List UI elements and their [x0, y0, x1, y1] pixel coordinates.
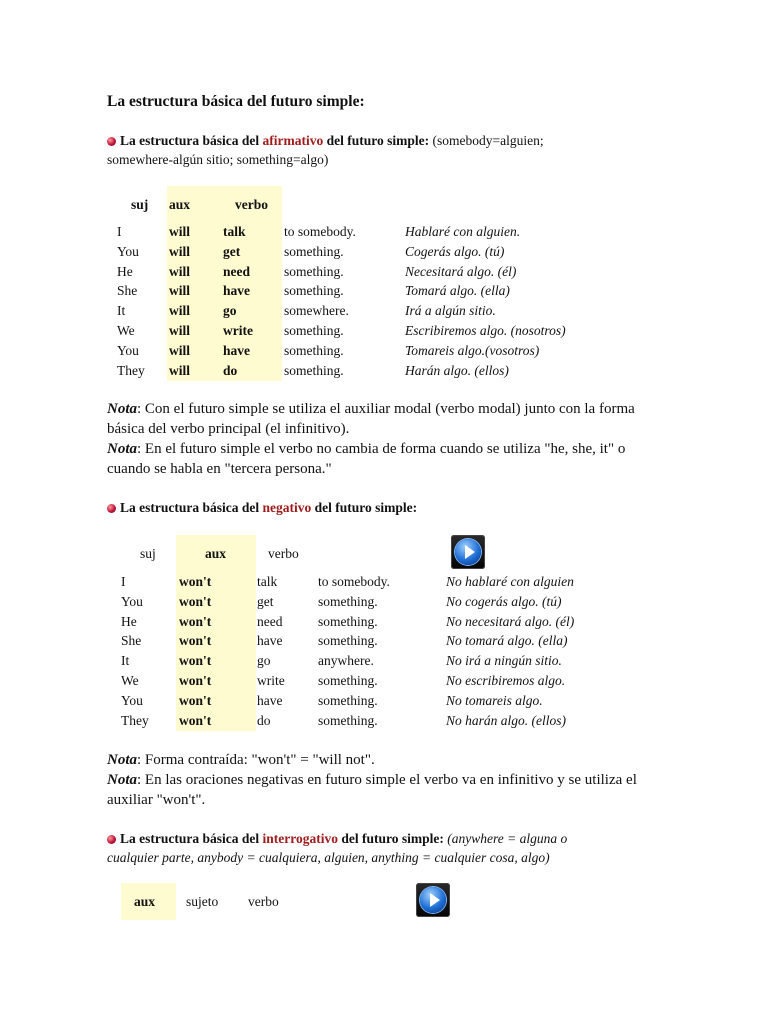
negative-row-obj: to somebody. [318, 574, 390, 589]
negative-row-verb: go [257, 653, 271, 669]
affirmative-row-verb: do [223, 362, 238, 378]
interrogative-header-verbo: verbo [248, 894, 279, 909]
negative-row-verb: have [257, 692, 283, 708]
note-4: Nota: En las oraciones negativas en futuro simple el verbo va en infinitivo y se utiliza el auxiliar "won't". [107, 772, 637, 808]
negative-row-aux: won't [179, 574, 212, 589]
affirmative-row-obj: somewhere. [284, 303, 349, 319]
negative-row-verb: talk [257, 574, 278, 589]
affirmative-row-obj: something. [284, 323, 344, 338]
affirmative-row-verb: get [223, 243, 241, 259]
affirmative-header-verbo: verbo [235, 197, 268, 212]
affirmative-row-suj: You [117, 243, 139, 259]
negative-row-obj: something. [318, 633, 378, 649]
interrogative-header-aux: aux [134, 894, 156, 909]
affirmative-row-tr: Cogerás algo. (tú) [405, 243, 505, 259]
negative-row-tr: No necesitará algo. (él) [446, 613, 575, 629]
play-icon[interactable] [451, 535, 485, 569]
affirmative-row-verb: have [223, 342, 250, 358]
affirmative-row-suj: She [117, 283, 138, 299]
affirmative-heading-cont: somewhere-algún sitio; something=algo) [107, 152, 329, 167]
play-icon[interactable] [416, 883, 450, 917]
affirmative-row-tr: Hablaré con alguien. [405, 224, 521, 239]
negative-row-verb: get [257, 593, 274, 609]
affirmative-row-verb: talk [223, 224, 246, 239]
negative-row-tr: No tomareis algo. [446, 692, 543, 708]
negative-row-tr: No escribiremos algo. [446, 673, 566, 688]
affirmative-row-aux: will [169, 224, 191, 239]
negative-row-obj: something. [318, 692, 378, 708]
negative-row-tr: No harán algo. (ellos) [446, 712, 566, 728]
negative-row-aux: won't [179, 633, 212, 649]
affirmative-row-obj: something. [284, 263, 344, 279]
affirmative-row-verb: go [223, 303, 237, 319]
affirmative-row-aux: will [169, 243, 191, 259]
affirmative-row-obj: something. [284, 342, 344, 358]
negative-row-aux: won't [179, 692, 212, 708]
negative-header-suj: suj [140, 546, 156, 561]
negative-row-suj: He [121, 613, 137, 629]
affirmative-row-tr: Irá a algún sitio. [405, 303, 496, 319]
affirmative-row-tr: Tomará algo. (ella) [405, 283, 510, 299]
negative-row-obj: something. [318, 673, 378, 688]
negative-row-suj: I [121, 574, 126, 589]
negative-row-verb: write [257, 673, 285, 688]
interrogative-header-sujeto: sujeto [186, 894, 219, 909]
affirmative-row-obj: to somebody. [284, 224, 356, 239]
negative-row-tr: No irá a ningún sitio. [446, 653, 562, 669]
negative-heading: La estructura básica del negativo del futuro simple: [107, 498, 417, 518]
negative-header-aux: aux [205, 546, 227, 561]
affirmative-row-aux: will [169, 342, 191, 358]
affirmative-header-suj: suj [131, 197, 149, 212]
negative-header-verbo: verbo [268, 546, 299, 561]
negative-row-suj: They [121, 712, 149, 728]
negative-row-suj: It [121, 653, 130, 669]
affirmative-row-aux: will [169, 323, 191, 338]
negative-row-aux: won't [179, 673, 212, 688]
negative-row-verb: need [257, 613, 283, 629]
affirmative-row-tr: Tomareis algo.(vosotros) [405, 342, 540, 358]
affirmative-row-aux: will [169, 362, 191, 378]
affirmative-row-suj: You [117, 342, 139, 358]
negative-row-suj: She [121, 633, 142, 649]
note-1: Nota: Con el futuro simple se utiliza el auxiliar modal (verbo modal) junto con la forma básica del verbo principal (el infinitivo). [107, 401, 635, 437]
affirmative-row-verb: need [223, 263, 250, 279]
affirmative-header-aux: aux [169, 197, 191, 212]
negative-row-tr: No hablaré con alguien [446, 574, 574, 589]
bullet-icon [107, 835, 116, 844]
affirmative-row-obj: something. [284, 243, 344, 259]
affirmative-row-suj: It [117, 303, 126, 319]
negative-row-suj: You [121, 692, 143, 708]
affirmative-row-obj: something. [284, 283, 344, 299]
negative-row-aux: won't [179, 593, 212, 609]
negative-row-aux: won't [179, 613, 212, 629]
affirmative-row-verb: write [223, 323, 253, 338]
affirmative-row-aux: will [169, 303, 191, 319]
negative-row-tr: No tomará algo. (ella) [446, 633, 568, 649]
affirmative-row-suj: They [117, 362, 145, 378]
negative-row-aux: won't [179, 653, 212, 669]
bullet-icon [107, 504, 116, 513]
affirmative-row-suj: We [117, 323, 135, 338]
note-2: Nota: En el futuro simple el verbo no cambia de forma cuando se utiliza "he, she, it" o cuando se habla en "tercera persona." [107, 441, 626, 477]
negative-row-suj: You [121, 593, 143, 609]
affirmative-row-tr: Escribiremos algo. (nosotros) [405, 323, 566, 338]
negative-row-obj: something. [318, 593, 378, 609]
affirmative-row-verb: have [223, 283, 250, 299]
negative-row-obj: something. [318, 712, 378, 728]
negative-row-suj: We [121, 673, 139, 688]
affirmative-row-tr: Necesitará algo. (él) [405, 263, 517, 279]
affirmative-row-tr: Harán algo. (ellos) [405, 362, 509, 378]
bullet-icon [107, 137, 116, 146]
affirmative-row-suj: I [117, 224, 122, 239]
affirmative-heading: La estructura básica del afirmativo del futuro simple: (somebody=alguien; [107, 131, 544, 151]
affirmative-row-aux: will [169, 283, 191, 299]
affirmative-row-obj: something. [284, 362, 344, 378]
negative-row-aux: won't [179, 712, 212, 728]
affirmative-row-suj: He [117, 263, 133, 279]
negative-row-verb: do [257, 712, 271, 728]
negative-row-verb: have [257, 633, 283, 649]
note-3: Nota: Forma contraída: "won't" = "will not". [107, 752, 375, 768]
negative-row-obj: anywhere. [318, 653, 374, 669]
interrogative-heading: La estructura básica del interrogativo del futuro simple: (anywhere = alguna o [107, 829, 567, 849]
negative-row-tr: No cogerás algo. (tú) [446, 593, 562, 609]
interrogative-heading-cont: cualquier parte, anybody = cualquiera, alguien, anything = cualquier cosa, algo) [107, 850, 550, 865]
affirmative-row-aux: will [169, 263, 191, 279]
negative-row-obj: something. [318, 613, 378, 629]
page-title: La estructura básica del futuro simple: [107, 93, 365, 110]
